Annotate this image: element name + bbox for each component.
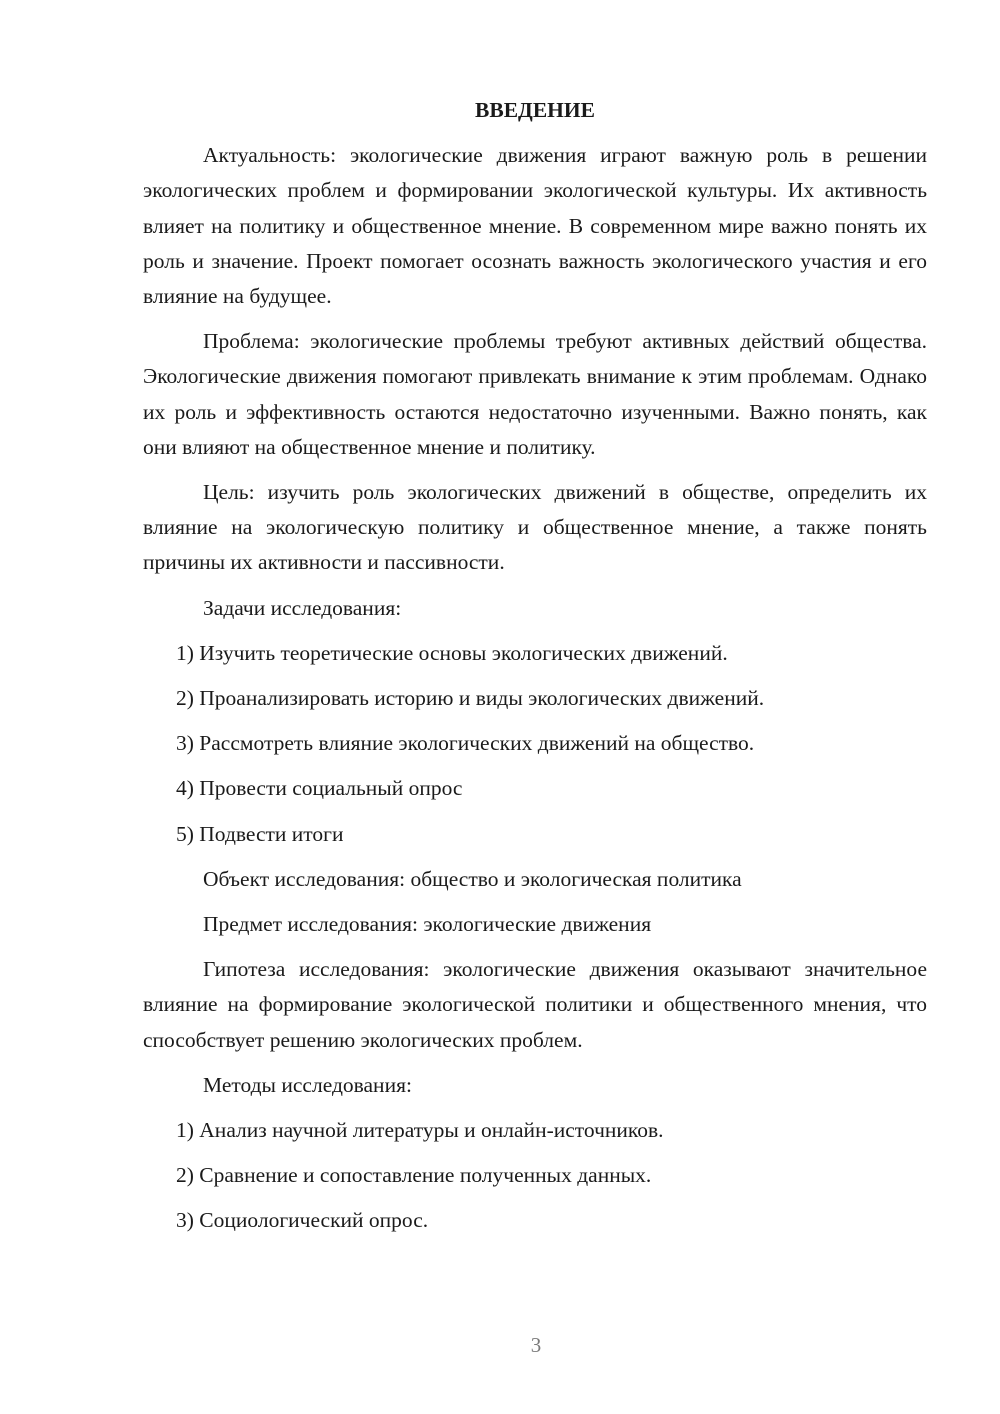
methods-heading: Методы исследования: [203, 1072, 412, 1097]
task-item: 4) Провести социальный опрос [176, 776, 463, 801]
task-item: 3) Рассмотреть влияние экологических движений на общество. [176, 731, 755, 756]
page-title: ВВЕДЕНИЕ [475, 98, 595, 122]
problem-paragraph: Проблема: экологические проблемы требуют активных действий общества. Экологические движения помогают привлекать внимание к этим проблемам. Однако их роль и эффективность остаются недостаточно изученными. Важно понять, как они влияют на общественное мнение и политику. [143, 329, 927, 459]
subject-paragraph: Предмет исследования: экологические движения [203, 912, 652, 937]
hypothesis-paragraph: Гипотеза исследования: экологические движения оказывают значительное влияние на формирование экологической политики и общественного мнения, что способствует решению экологических проблем. [143, 957, 927, 1052]
goal-paragraph: Цель: изучить роль экологических движений в обществе, определить их влияние на экологическую политику и общественное мнение, а также понять причины их активности и пассивности. [143, 480, 927, 575]
task-item: 2) Проанализировать историю и виды экологических движений. [176, 686, 765, 711]
task-item: 1) Изучить теоретические основы экологических движений. [176, 640, 728, 665]
relevance-paragraph: Актуальность: экологические движения играют важную роль в решении экологических проблем и формировании экологической культуры. Их активность влияет на политику и общественное мнение. В современном мире важно понять их роль и значение. Проект помогает осознать важность экологического участия и его влияние на будущее. [143, 143, 927, 309]
task-item: 5) Подвести итоги [176, 821, 344, 846]
method-item: 3) Социологический опрос. [176, 1208, 429, 1233]
page-number: 3 [530, 1333, 542, 1357]
method-item: 2) Сравнение и сопоставление полученных данных. [176, 1163, 652, 1188]
tasks-heading: Задачи исследования: [203, 595, 402, 620]
method-item: 1) Анализ научной литературы и онлайн-источников. [176, 1118, 664, 1143]
object-paragraph: Объект исследования: общество и экологическая политика [203, 866, 742, 891]
document-page [143, 93, 927, 1249]
